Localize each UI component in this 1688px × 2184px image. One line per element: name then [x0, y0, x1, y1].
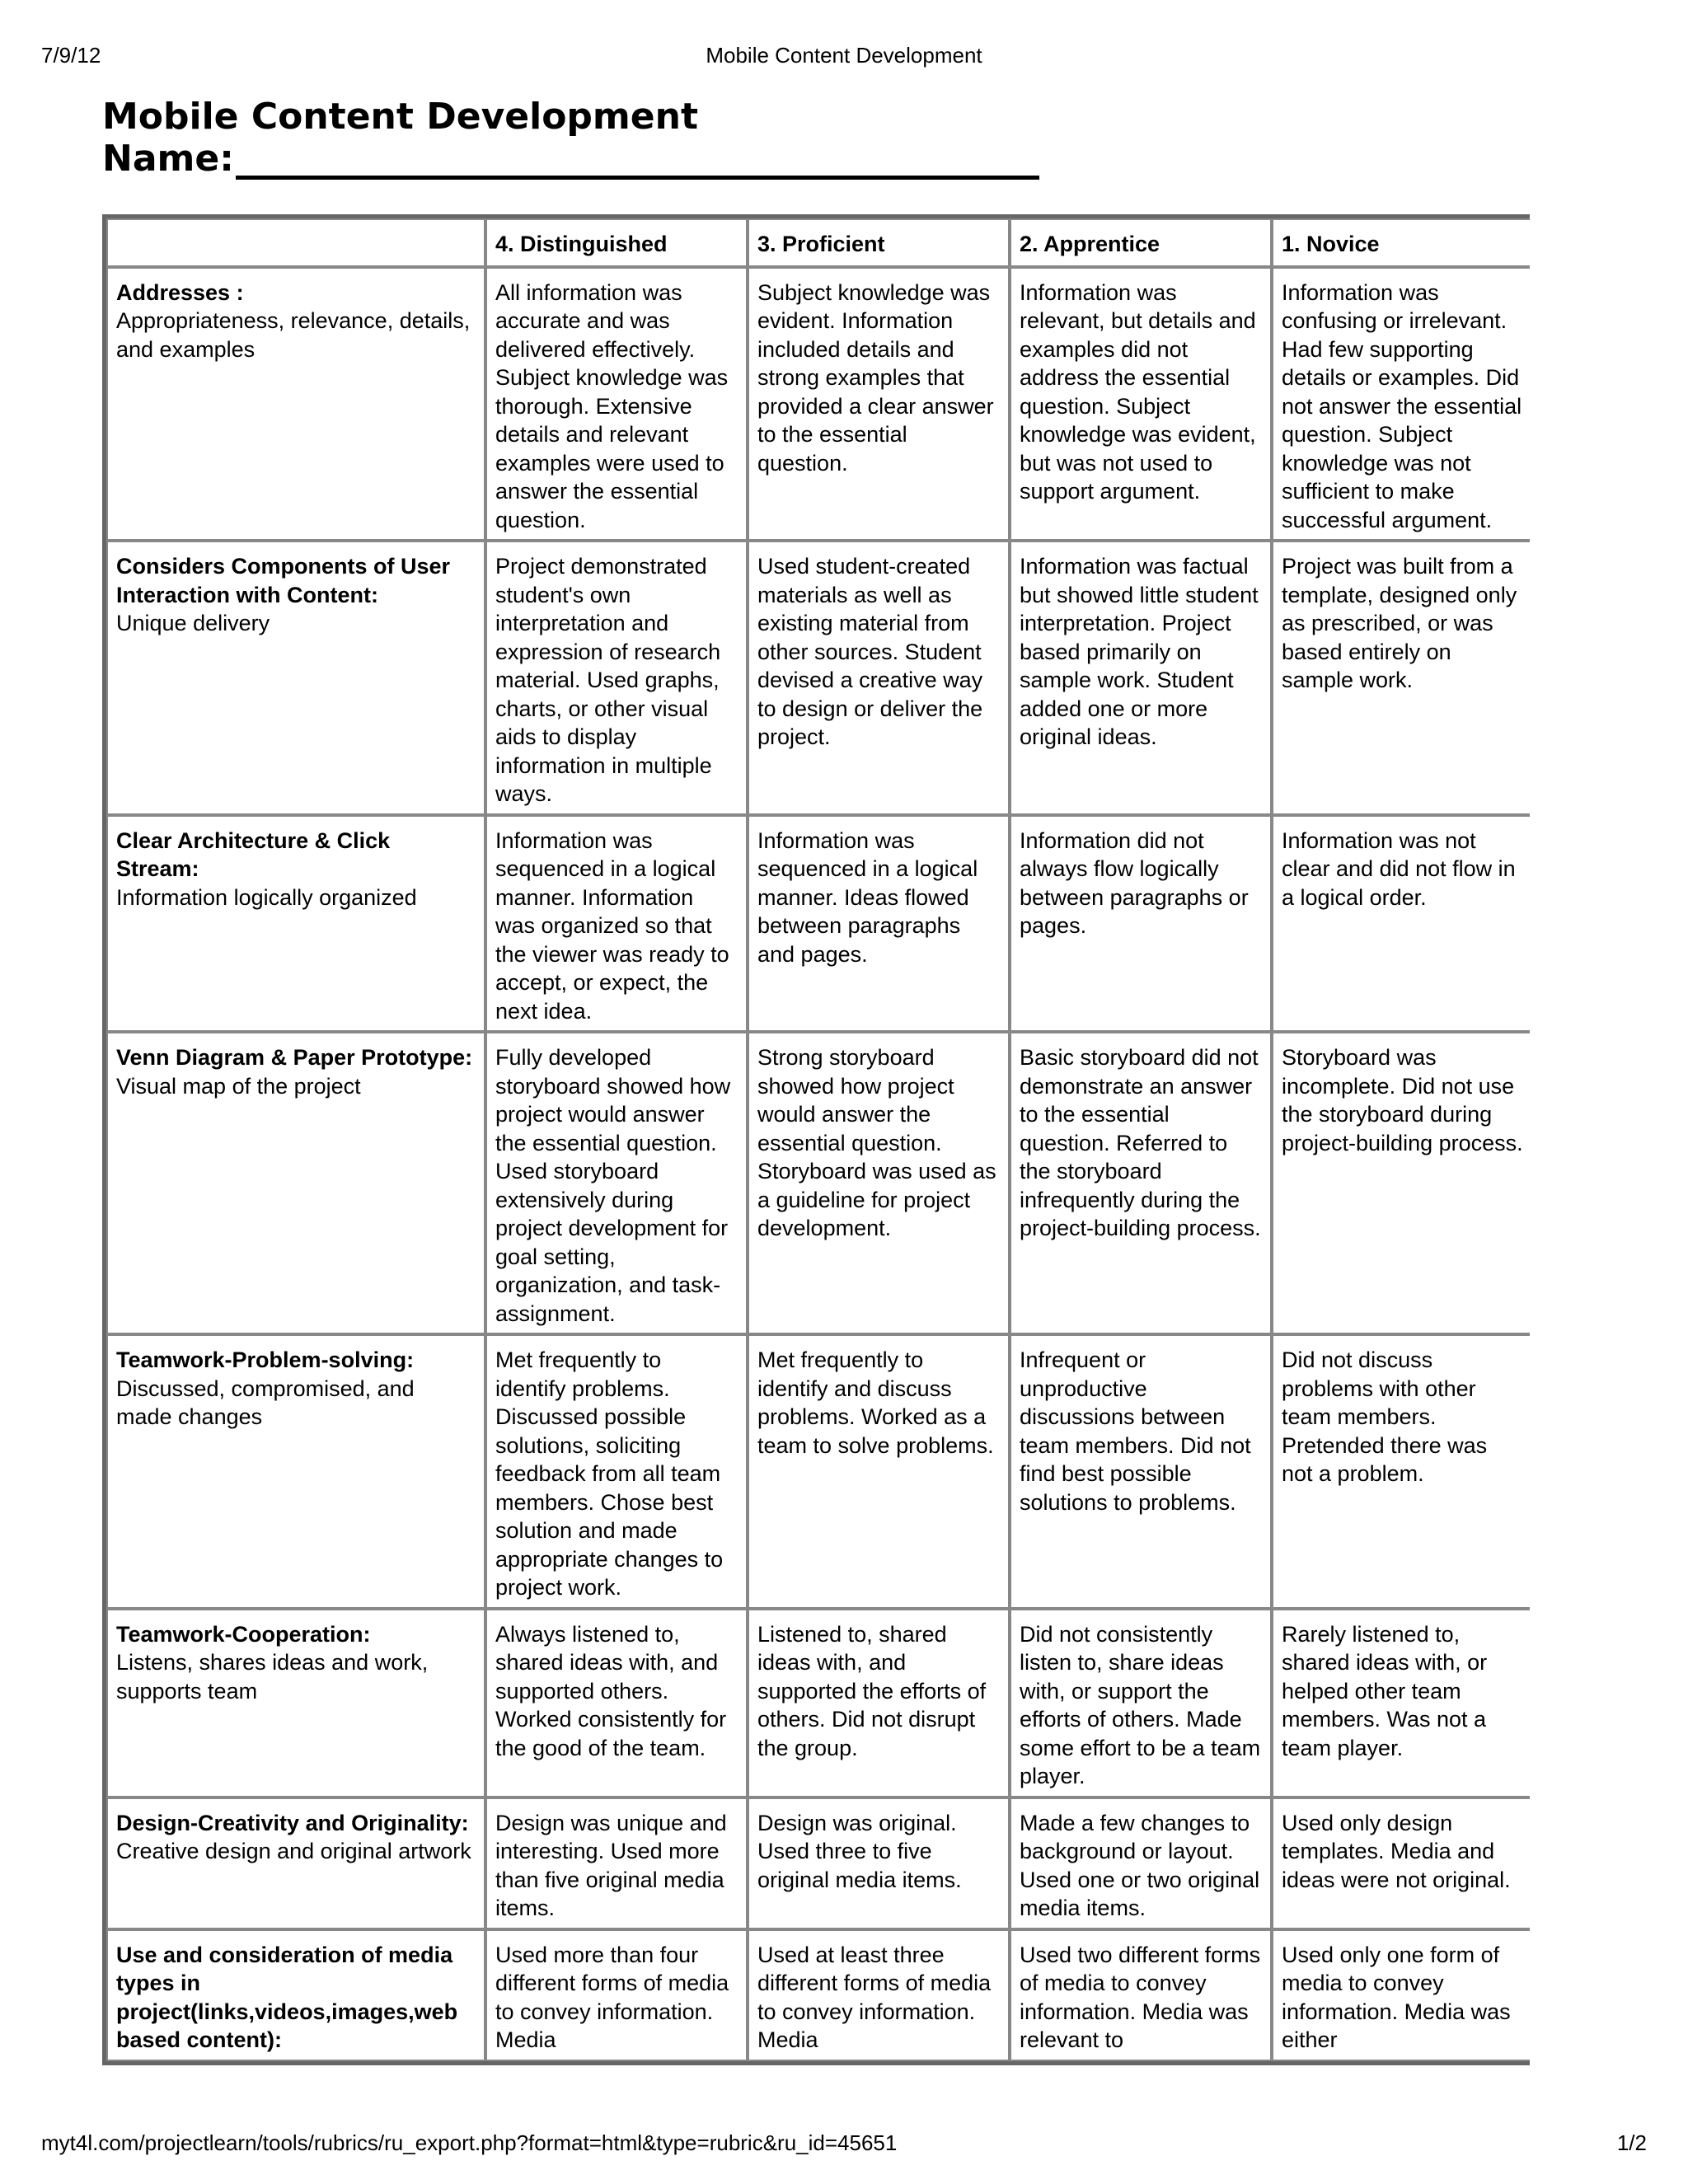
name-underline	[236, 141, 1039, 180]
rubric-cell-distinguished: Always listened to, shared ideas with, and supported others. Worked consistently for the good of the team.	[485, 1609, 748, 1797]
rubric-cell-apprentice: Made a few changes to background or layout. Used one or two original media items.	[1010, 1797, 1272, 1929]
criteria-name: Design-Creativity and Originality:	[116, 1810, 469, 1835]
rubric-cell-proficient: Used at least three different forms of media to convey information. Media	[748, 1929, 1010, 2061]
rubric-cell-novice: Project was built from a template, designed only as prescribed, or was based entirely on sample work.	[1272, 541, 1530, 815]
name-field	[102, 138, 1039, 180]
criteria-name: Teamwork-Cooperation:	[116, 1621, 371, 1647]
criteria-description: Listens, shares ideas and work, supports team	[116, 1650, 429, 1704]
rubric-cell-novice: Information was not clear and did not flow in a logical order.	[1272, 815, 1530, 1033]
rubric-cell-distinguished: All information was accurate and was delivered effectively. Subject knowledge was thorough. Extensive details and relevant examples were used to answer the essential question.	[485, 267, 748, 541]
rubric-row	[106, 1797, 1530, 1929]
rubric-cell-distinguished: Information was sequenced in a logical manner. Information was organized so that the viewer was ready to accept, or expect, the next idea.	[485, 815, 748, 1033]
header-level-proficient: 3. Proficient	[748, 218, 1010, 267]
header-level-apprentice: 2. Apprentice	[1010, 218, 1272, 267]
rubric-cell-proficient: Strong storyboard showed how project would answer the essential question. Storyboard was used as a guideline for project development.	[748, 1032, 1010, 1334]
rubric-row	[106, 1334, 1530, 1609]
rubric-cell-apprentice: Information was relevant, but details and examples did not address the essential question. Subject knowledge was evident, but was not used to support argument.	[1010, 267, 1272, 541]
criteria-description: Visual map of the project	[116, 1073, 361, 1099]
rubric-cell-apprentice: Information was factual but showed little student interpretation. Project based primarily on sample work. Student added one or more original ideas.	[1010, 541, 1272, 815]
criteria-cell	[106, 815, 485, 1033]
page-number: 1/2	[1616, 2130, 1647, 2155]
rubric-row	[106, 267, 1530, 541]
rubric-cell-novice: Information was confusing or irrelevant. Had few supporting details or examples. Did not answer the essential question. Subject knowledge was not sufficient to make successful argument.	[1272, 267, 1530, 541]
rubric-row	[106, 1032, 1530, 1334]
rubric-cell-distinguished: Used more than four different forms of media to convey information. Media	[485, 1929, 748, 2061]
footer-url: myt4l.com/projectlearn/tools/rubrics/ru_export.php?format=html&type=rubric&ru_id=45651	[41, 2130, 898, 2155]
rubric-cell-proficient: Met frequently to identify and discuss problems. Worked as a team to solve problems.	[748, 1334, 1010, 1609]
header-level-distinguished: 4. Distinguished	[485, 218, 748, 267]
criteria-cell	[106, 1797, 485, 1929]
rubric-cell-novice: Storyboard was incomplete. Did not use the storyboard during project-building process.	[1272, 1032, 1530, 1334]
rubric-cell-apprentice: Basic storyboard did not demonstrate an answer to the essential question. Referred to the storyboard infrequently during the project-building process.	[1010, 1032, 1272, 1334]
rubric-row	[106, 815, 1530, 1033]
rubric-cell-novice: Used only design templates. Media and ideas were not original.	[1272, 1797, 1530, 1929]
rubric-cell-novice: Did not discuss problems with other team members. Pretended there was not a problem.	[1272, 1334, 1530, 1609]
rubric-cell-distinguished: Met frequently to identify problems. Discussed possible solutions, soliciting feedback from all team members. Chose best solution and made appropriate changes to project work.	[485, 1334, 748, 1609]
criteria-description: Discussed, compromised, and made changes	[116, 1376, 415, 1429]
criteria-description: Unique delivery	[116, 611, 270, 635]
criteria-name: Use and consideration of media types in project(links,videos,images,web based content):	[116, 1942, 458, 2052]
rubric-cell-proficient: Subject knowledge was evident. Information included details and strong examples that provided a clear answer to the essential question.	[748, 267, 1010, 541]
document-title: Mobile Content Development	[102, 96, 698, 138]
criteria-cell	[106, 1032, 485, 1334]
rubric-cell-distinguished: Fully developed storyboard showed how project would answer the essential question. Used storyboard extensively during project development for goal setting, organization, and task-assignment.	[485, 1032, 748, 1334]
rubric-cell-apprentice: Did not consistently listen to, share ideas with, or support the efforts of others. Made some effort to be a team player.	[1010, 1609, 1272, 1797]
rubric-row	[106, 1929, 1530, 2061]
print-date: 7/9/12	[41, 43, 101, 68]
criteria-name: Addresses :	[116, 279, 244, 305]
rubric-row	[106, 541, 1530, 815]
rubric-cell-proficient: Used student-created materials as well as existing material from other sources. Student devised a creative way to design or deliver the project.	[748, 541, 1010, 815]
rubric-container	[102, 214, 1530, 2085]
criteria-name: Clear Architecture & Click Stream:	[116, 827, 391, 881]
criteria-description: Creative design and original artwork	[116, 1839, 471, 1863]
header-level-novice: 1. Novice	[1272, 218, 1530, 267]
criteria-description: Appropriateness, relevance, details, and examples	[116, 308, 471, 362]
rubric-cell-proficient: Information was sequenced in a logical manner. Ideas flowed between paragraphs and pages.	[748, 815, 1010, 1033]
rubric-row	[106, 1609, 1530, 1797]
criteria-cell	[106, 1334, 485, 1609]
print-header	[41, 43, 1647, 76]
rubric-cell-distinguished: Project demonstrated student's own interpretation and expression of research material. Used graphs, charts, or other visual aids to display information in multiple ways.	[485, 541, 748, 815]
criteria-name: Teamwork-Problem-solving:	[116, 1347, 415, 1372]
rubric-cell-apprentice: Information did not always flow logically between paragraphs or pages.	[1010, 815, 1272, 1033]
criteria-name: Venn Diagram & Paper Prototype:	[116, 1045, 473, 1070]
header-criteria-cell	[106, 218, 485, 267]
rubric-cell-proficient: Design was original. Used three to five original media items.	[748, 1797, 1010, 1929]
criteria-cell	[106, 541, 485, 815]
name-label: Name:	[102, 138, 234, 180]
rubric-table	[102, 214, 1530, 2065]
print-page-title: Mobile Content Development	[706, 43, 982, 68]
rubric-cell-novice: Rarely listened to, shared ideas with, or helped other team members. Was not a team player.	[1272, 1609, 1530, 1797]
criteria-cell	[106, 1929, 485, 2061]
rubric-cell-distinguished: Design was unique and interesting. Used more than five original media items.	[485, 1797, 748, 1929]
rubric-cell-novice: Used only one form of media to convey information. Media was either	[1272, 1929, 1530, 2061]
criteria-cell	[106, 1609, 485, 1797]
criteria-description: Information logically organized	[116, 884, 417, 910]
rubric-cell-apprentice: Used two different forms of media to convey information. Media was relevant to	[1010, 1929, 1272, 2061]
criteria-name: Considers Components of User Interaction with Content:	[116, 554, 451, 607]
criteria-cell	[106, 267, 485, 541]
rubric-cell-apprentice: Infrequent or unproductive discussions between team members. Did not find best possible solutions to problems.	[1010, 1334, 1272, 1609]
rubric-cell-proficient: Listened to, shared ideas with, and supported the efforts of others. Did not disrupt the group.	[748, 1609, 1010, 1797]
rubric-header-row	[106, 218, 1530, 267]
